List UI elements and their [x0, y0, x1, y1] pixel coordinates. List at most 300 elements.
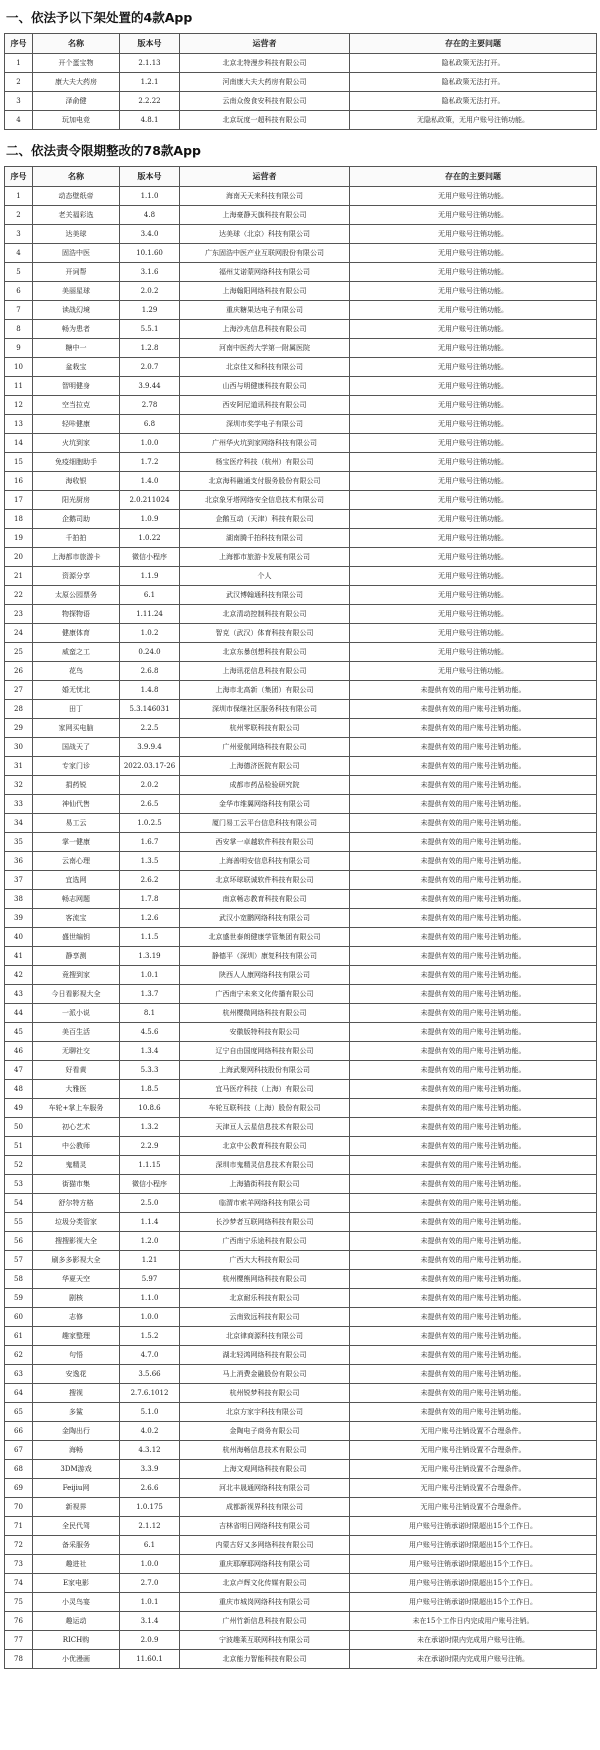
cell-operator: 西安阿尼道讯科技有限公司	[180, 396, 350, 415]
cell-name: 企鹅司助	[33, 510, 120, 529]
cell-operator: 广西大大科技有限公司	[180, 1251, 350, 1270]
cell-no: 15	[5, 453, 33, 472]
cell-version: 4.8	[120, 206, 180, 225]
table-row	[5, 301, 597, 320]
cell-no: 41	[5, 947, 33, 966]
cell-version: 0.24.0	[120, 643, 180, 662]
table-row	[5, 1251, 597, 1270]
cell-issue: 未提供有效的用户账号注销功能。	[350, 1403, 597, 1422]
cell-no: 43	[5, 985, 33, 1004]
cell-name: 神仙代售	[33, 795, 120, 814]
cell-issue: 无用户账号注销设置不合理条件。	[350, 1498, 597, 1517]
cell-issue: 未提供有效的用户账号注销功能。	[350, 947, 597, 966]
cell-name: 国战天了	[33, 738, 120, 757]
cell-operator: 吉林省明日网络科技有限公司	[180, 1517, 350, 1536]
cell-no: 13	[5, 415, 33, 434]
cell-name: 趣运动	[33, 1612, 120, 1631]
cell-operator: 北京海科融通支付服务股份有限公司	[180, 472, 350, 491]
cell-operator: 车轮互联科技（上海）股份有限公司	[180, 1099, 350, 1118]
cell-operator: 广东固浩中医产业互联网股份有限公司	[180, 244, 350, 263]
cell-no: 53	[5, 1175, 33, 1194]
cell-no: 54	[5, 1194, 33, 1213]
cell-no: 38	[5, 890, 33, 909]
cell-no: 58	[5, 1270, 33, 1289]
table-row	[5, 700, 597, 719]
cell-issue: 无用户账号注销功能。	[350, 339, 597, 358]
cell-issue: 无用户账号注销功能。	[350, 491, 597, 510]
cell-version: 3.4.0	[120, 225, 180, 244]
cell-version: 1.0.0	[120, 434, 180, 453]
table-row	[5, 1270, 597, 1289]
table-row	[5, 738, 597, 757]
cell-version: 2.2.9	[120, 1137, 180, 1156]
cell-no: 46	[5, 1042, 33, 1061]
cell-no: 1	[5, 54, 33, 73]
cell-version: 1.0.2.5	[120, 814, 180, 833]
cell-name: 句悟	[33, 1346, 120, 1365]
cell-version: 1.3.5	[120, 852, 180, 871]
cell-operator: 静德平（深圳）康复科技有限公司	[180, 947, 350, 966]
section-2-title: 二、依法责令限期整改的78款App	[6, 143, 201, 158]
cell-operator: 杨宝医疗科技（杭州）有限公司	[180, 453, 350, 472]
cell-issue: 未提供有效的用户账号注销功能。	[350, 852, 597, 871]
cell-name: E家电影	[33, 1574, 120, 1593]
cell-version: 10.1.60	[120, 244, 180, 263]
cell-operator: 企鹅互动（天津）科技有限公司	[180, 510, 350, 529]
cell-no: 14	[5, 434, 33, 453]
header-name: 名称	[33, 167, 120, 187]
cell-no: 44	[5, 1004, 33, 1023]
cell-no: 76	[5, 1612, 33, 1631]
cell-version: 8.1	[120, 1004, 180, 1023]
cell-name: 金陶出行	[33, 1422, 120, 1441]
cell-issue: 无用户账号注销功能。	[350, 282, 597, 301]
table-row	[5, 1479, 597, 1498]
cell-operator: 广州爱航网络科技有限公司	[180, 738, 350, 757]
cell-issue: 无用户账号注销功能。	[350, 643, 597, 662]
cell-issue: 无用户账号注销功能。	[350, 434, 597, 453]
cell-version: 2.78	[120, 396, 180, 415]
table-row	[5, 1289, 597, 1308]
cell-no: 19	[5, 529, 33, 548]
cell-issue: 未提供有效的用户账号注销功能。	[350, 814, 597, 833]
cell-operator: 广西南宁乐途科技有限公司	[180, 1232, 350, 1251]
cell-operator: 杭州海畅信息技术有限公司	[180, 1441, 350, 1460]
cell-operator: 北京清动控制科技有限公司	[180, 605, 350, 624]
cell-operator: 长沙梦者互联网络科技有限公司	[180, 1213, 350, 1232]
cell-name: 舒尔特方格	[33, 1194, 120, 1213]
table-row	[5, 1061, 597, 1080]
table-row	[5, 909, 597, 928]
cell-issue: 无用户账号注销功能。	[350, 548, 597, 567]
cell-operator: 北京方家宇科技有限公司	[180, 1403, 350, 1422]
cell-name: 初心艺术	[33, 1118, 120, 1137]
cell-name: 备采服务	[33, 1536, 120, 1555]
cell-name: 千拍拍	[33, 529, 120, 548]
cell-issue: 隐私政策无法打开。	[350, 54, 597, 73]
cell-no: 10	[5, 358, 33, 377]
cell-issue: 未提供有效的用户账号注销功能。	[350, 1023, 597, 1042]
cell-no: 61	[5, 1327, 33, 1346]
cell-no: 50	[5, 1118, 33, 1137]
cell-issue: 未提供有效的用户账号注销功能。	[350, 776, 597, 795]
cell-version: 2.0.7	[120, 358, 180, 377]
rectification-table-body	[5, 187, 597, 1669]
cell-version: 1.3.7	[120, 985, 180, 1004]
table-row	[5, 472, 597, 491]
table-row	[5, 1365, 597, 1384]
cell-issue: 未提供有效的用户账号注销功能。	[350, 833, 597, 852]
cell-operator: 北京环球联诚软件科技有限公司	[180, 871, 350, 890]
cell-no: 31	[5, 757, 33, 776]
cell-issue: 无隐私政策，无用户账号注销功能。	[350, 111, 597, 130]
cell-issue: 未提供有效的用户账号注销功能。	[350, 1156, 597, 1175]
cell-issue: 未提供有效的用户账号注销功能。	[350, 1327, 597, 1346]
cell-issue: 未提供有效的用户账号注销功能。	[350, 1194, 597, 1213]
cell-operator: 内蒙古好又多网络科技有限公司	[180, 1536, 350, 1555]
table-row	[5, 605, 597, 624]
cell-issue: 未提供有效的用户账号注销功能。	[350, 1004, 597, 1023]
table-row	[5, 453, 597, 472]
table-row	[5, 415, 597, 434]
cell-issue: 无用户账号注销功能。	[350, 187, 597, 206]
table-row	[5, 643, 597, 662]
cell-operator: 上海猫街科技有限公司	[180, 1175, 350, 1194]
cell-version: 1.1.0	[120, 187, 180, 206]
cell-no: 77	[5, 1631, 33, 1650]
table-row	[5, 776, 597, 795]
table-row	[5, 1536, 597, 1555]
table-row	[5, 1080, 597, 1099]
cell-issue: 未提供有效的用户账号注销功能。	[350, 1232, 597, 1251]
table-row	[5, 1156, 597, 1175]
cell-issue: 无用户账号注销功能。	[350, 358, 597, 377]
table-row	[5, 548, 597, 567]
table-row	[5, 1498, 597, 1517]
cell-operator: 金华市维翼网络科技有限公司	[180, 795, 350, 814]
cell-name: 威蛮之工	[33, 643, 120, 662]
cell-operator: 武汉小宽鹏网络科技有限公司	[180, 909, 350, 928]
cell-operator: 北京盛世泰朗健康学管集团有限公司	[180, 928, 350, 947]
cell-name: 好看黄	[33, 1061, 120, 1080]
cell-operator: 北京佳又和科技有限公司	[180, 358, 350, 377]
header-name: 名称	[33, 34, 120, 54]
table-row	[5, 852, 597, 871]
cell-name: 读战幻境	[33, 301, 120, 320]
table-row	[5, 396, 597, 415]
cell-name: 大雅医	[33, 1080, 120, 1099]
table-row	[5, 1593, 597, 1612]
cell-no: 22	[5, 586, 33, 605]
cell-version: 2.6.6	[120, 1479, 180, 1498]
table-row	[5, 282, 597, 301]
cell-operator: 湖南腾千拍科技有限公司	[180, 529, 350, 548]
cell-issue: 未提供有效的用户账号注销功能。	[350, 1080, 597, 1099]
table-row	[5, 1175, 597, 1194]
cell-name: Feijiu网	[33, 1479, 120, 1498]
cell-no: 51	[5, 1137, 33, 1156]
cell-no: 74	[5, 1574, 33, 1593]
cell-operator: 上海武聚网科技股份有限公司	[180, 1061, 350, 1080]
table-row	[5, 244, 597, 263]
cell-name: 全民代驾	[33, 1517, 120, 1536]
cell-issue: 未提供有效的用户账号注销功能。	[350, 738, 597, 757]
cell-no: 16	[5, 472, 33, 491]
cell-version: 1.3.19	[120, 947, 180, 966]
cell-no: 20	[5, 548, 33, 567]
table-row	[5, 1574, 597, 1593]
cell-name: 志修	[33, 1308, 120, 1327]
cell-version: 2.5.0	[120, 1194, 180, 1213]
cell-version: 1.2.6	[120, 909, 180, 928]
cell-name: 上海都市旅游卡	[33, 548, 120, 567]
cell-version: 1.1.0	[120, 1289, 180, 1308]
cell-version: 1.0.1	[120, 966, 180, 985]
cell-version: 2.0.9	[120, 1631, 180, 1650]
cell-name: 小优漫画	[33, 1650, 120, 1669]
cell-operator: 北京玩度一超科技有限公司	[180, 111, 350, 130]
table-row	[5, 1308, 597, 1327]
cell-version: 1.2.8	[120, 339, 180, 358]
table-row	[5, 434, 597, 453]
cell-no: 72	[5, 1536, 33, 1555]
cell-issue: 用户账号注销承诺时限超出15个工作日。	[350, 1517, 597, 1536]
cell-no: 29	[5, 719, 33, 738]
cell-no: 75	[5, 1593, 33, 1612]
table-row	[5, 871, 597, 890]
header-version: 版本号	[120, 167, 180, 187]
table-row	[5, 814, 597, 833]
cell-version: 5.97	[120, 1270, 180, 1289]
cell-version: 5.3.3	[120, 1061, 180, 1080]
cell-version: 1.0.22	[120, 529, 180, 548]
cell-operator: 上海文观网络科技有限公司	[180, 1460, 350, 1479]
cell-issue: 无用户账号注销功能。	[350, 586, 597, 605]
cell-operator: 山西与明健康科技有限公司	[180, 377, 350, 396]
table-row	[5, 624, 597, 643]
cell-issue: 未提供有效的用户账号注销功能。	[350, 1270, 597, 1289]
header-version: 版本号	[120, 34, 180, 54]
table-row	[5, 1612, 597, 1631]
cell-operator: 广西南宁未来文化传播有限公司	[180, 985, 350, 1004]
cell-operator: 上海豪静天旗科技有限公司	[180, 206, 350, 225]
table-row	[5, 206, 597, 225]
table-row	[5, 529, 597, 548]
cell-version: 1.0.175	[120, 1498, 180, 1517]
cell-operator: 宜马医疗科技（上海）有限公司	[180, 1080, 350, 1099]
cell-name: 剧核	[33, 1289, 120, 1308]
cell-no: 42	[5, 966, 33, 985]
cell-no: 3	[5, 92, 33, 111]
cell-name: 泽俞健	[33, 92, 120, 111]
cell-operator: 北京象牙塔网络安全信息技术有限公司	[180, 491, 350, 510]
table-row	[5, 1403, 597, 1422]
cell-no: 6	[5, 282, 33, 301]
cell-issue: 未提供有效的用户账号注销功能。	[350, 1308, 597, 1327]
cell-issue: 用户账号注销承诺时限超出15个工作日。	[350, 1555, 597, 1574]
cell-name: 开个蛋宝物	[33, 54, 120, 73]
cell-operator: 北京北特漫步科技有限公司	[180, 54, 350, 73]
cell-no: 21	[5, 567, 33, 586]
cell-issue: 用户账号注销承诺时限超出15个工作日。	[350, 1536, 597, 1555]
cell-no: 47	[5, 1061, 33, 1080]
cell-name: 中公教师	[33, 1137, 120, 1156]
cell-no: 3	[5, 225, 33, 244]
cell-name: 空当拉克	[33, 396, 120, 415]
cell-version: 1.1.4	[120, 1213, 180, 1232]
cell-operator: 上海翰阳网络科技有限公司	[180, 282, 350, 301]
cell-issue: 未提供有效的用户账号注销功能。	[350, 890, 597, 909]
table-header-row	[5, 34, 597, 54]
cell-version: 1.0.0	[120, 1308, 180, 1327]
cell-operator: 陕西人人康网络科技有限公司	[180, 966, 350, 985]
table-row	[5, 1042, 597, 1061]
cell-no: 8	[5, 320, 33, 339]
cell-no: 56	[5, 1232, 33, 1251]
cell-operator: 深圳市鬼精灵信息技术有限公司	[180, 1156, 350, 1175]
cell-name: 家网买电脑	[33, 719, 120, 738]
cell-issue: 无用户账号注销设置不合理条件。	[350, 1479, 597, 1498]
cell-name: 轻咔健康	[33, 415, 120, 434]
cell-name: 静享测	[33, 947, 120, 966]
cell-no: 67	[5, 1441, 33, 1460]
cell-operator: 成都市药品检验研究院	[180, 776, 350, 795]
cell-issue: 未在承诺时限内完成用户账号注销。	[350, 1650, 597, 1669]
cell-name: 宜选网	[33, 871, 120, 890]
cell-name: 无聊社交	[33, 1042, 120, 1061]
cell-operator: 福州艾诺蒙网络科技有限公司	[180, 263, 350, 282]
cell-no: 65	[5, 1403, 33, 1422]
cell-no: 37	[5, 871, 33, 890]
cell-issue: 未提供有效的用户账号注销功能。	[350, 1213, 597, 1232]
cell-version: 3.3.9	[120, 1460, 180, 1479]
cell-version: 5.5.1	[120, 320, 180, 339]
cell-name: 阳光厨房	[33, 491, 120, 510]
cell-no: 62	[5, 1346, 33, 1365]
table-row	[5, 92, 597, 111]
table-row	[5, 1441, 597, 1460]
header-operator: 运营者	[180, 34, 350, 54]
cell-version: 1.0.1	[120, 1593, 180, 1612]
table-row	[5, 1327, 597, 1346]
cell-name: 动态壁纸帝	[33, 187, 120, 206]
cell-no: 36	[5, 852, 33, 871]
cell-no: 12	[5, 396, 33, 415]
cell-issue: 隐私政策无法打开。	[350, 73, 597, 92]
cell-issue: 无用户账号注销设置不合理条件。	[350, 1460, 597, 1479]
cell-no: 7	[5, 301, 33, 320]
cell-no: 39	[5, 909, 33, 928]
table-row	[5, 567, 597, 586]
cell-issue: 未提供有效的用户账号注销功能。	[350, 1346, 597, 1365]
cell-version: 1.1.9	[120, 567, 180, 586]
table-row	[5, 833, 597, 852]
cell-operator: 南京畅志教育科技有限公司	[180, 890, 350, 909]
cell-issue: 隐私政策无法打开。	[350, 92, 597, 111]
cell-name: 达美球	[33, 225, 120, 244]
cell-version: 1.5.2	[120, 1327, 180, 1346]
cell-version: 2.6.2	[120, 871, 180, 890]
cell-version: 10.8.6	[120, 1099, 180, 1118]
table-row	[5, 966, 597, 985]
cell-name: 华夏天空	[33, 1270, 120, 1289]
cell-name: 捐药锐	[33, 776, 120, 795]
cell-operator: 武汉博翰通科技有限公司	[180, 586, 350, 605]
cell-operator: 上海善明安信息科技有限公司	[180, 852, 350, 871]
cell-issue: 无用户账号注销功能。	[350, 263, 597, 282]
cell-name: 搜视	[33, 1384, 120, 1403]
table-row	[5, 1384, 597, 1403]
table-row	[5, 1137, 597, 1156]
table-row	[5, 73, 597, 92]
cell-issue: 未提供有效的用户账号注销功能。	[350, 681, 597, 700]
cell-operator: 天津亘人云星信息技术有限公司	[180, 1118, 350, 1137]
cell-operator: 上海沙兆信息科技有限公司	[180, 320, 350, 339]
cell-name: 竟搜到家	[33, 966, 120, 985]
cell-name: 美百生活	[33, 1023, 120, 1042]
cell-version: 3.9.9.4	[120, 738, 180, 757]
cell-name: 趣进社	[33, 1555, 120, 1574]
cell-name: 掌一健康	[33, 833, 120, 852]
cell-version: 1.0.2	[120, 624, 180, 643]
cell-operator: 北京东暴创想科技有限公司	[180, 643, 350, 662]
cell-version: 2022.03.17-26	[120, 757, 180, 776]
cell-no: 64	[5, 1384, 33, 1403]
cell-version: 3.5.66	[120, 1365, 180, 1384]
cell-operator: 云南众俊食安科技有限公司	[180, 92, 350, 111]
cell-name: 免疫细胞助手	[33, 453, 120, 472]
cell-name: 开词帮	[33, 263, 120, 282]
cell-version: 4.5.6	[120, 1023, 180, 1042]
table-row	[5, 662, 597, 681]
cell-name: 趣家整理	[33, 1327, 120, 1346]
table-row	[5, 1631, 597, 1650]
table-row	[5, 1023, 597, 1042]
cell-no: 2	[5, 73, 33, 92]
cell-operator: 深圳市保继社区服务科技有限公司	[180, 700, 350, 719]
table-row	[5, 795, 597, 814]
cell-operator: 上海德济医院有限公司	[180, 757, 350, 776]
cell-issue: 无用户账号注销功能。	[350, 301, 597, 320]
cell-operator: 河北丰晟通网络科技有限公司	[180, 1479, 350, 1498]
table-row	[5, 1555, 597, 1574]
cell-name: 一派小说	[33, 1004, 120, 1023]
cell-version: 6.1	[120, 586, 180, 605]
cell-no: 52	[5, 1156, 33, 1175]
cell-no: 70	[5, 1498, 33, 1517]
cell-issue: 无用户账号注销功能。	[350, 453, 597, 472]
cell-operator: 深圳市奖学电子有限公司	[180, 415, 350, 434]
cell-issue: 未在15个工作日内完成用户账号注销。	[350, 1612, 597, 1631]
cell-version: 2.2.5	[120, 719, 180, 738]
table-row	[5, 1099, 597, 1118]
cell-name: 畅为患者	[33, 320, 120, 339]
cell-no: 57	[5, 1251, 33, 1270]
cell-name: RICH购	[33, 1631, 120, 1650]
rectification-table	[4, 166, 597, 1669]
cell-operator: 上海都市旅游卡发展有限公司	[180, 548, 350, 567]
cell-version: 1.0.9	[120, 510, 180, 529]
cell-operator: 宁波趣莱互联网科技有限公司	[180, 1631, 350, 1650]
cell-version: 1.0.0	[120, 1555, 180, 1574]
cell-no: 63	[5, 1365, 33, 1384]
cell-version: 2.1.12	[120, 1517, 180, 1536]
cell-name: 安逸花	[33, 1365, 120, 1384]
header-no: 序号	[5, 167, 33, 187]
cell-operator: 广州华火坑到家网络科技有限公司	[180, 434, 350, 453]
cell-issue: 用户账号注销承诺时限超出15个工作日。	[350, 1593, 597, 1612]
cell-issue: 未提供有效的用户账号注销功能。	[350, 1365, 597, 1384]
